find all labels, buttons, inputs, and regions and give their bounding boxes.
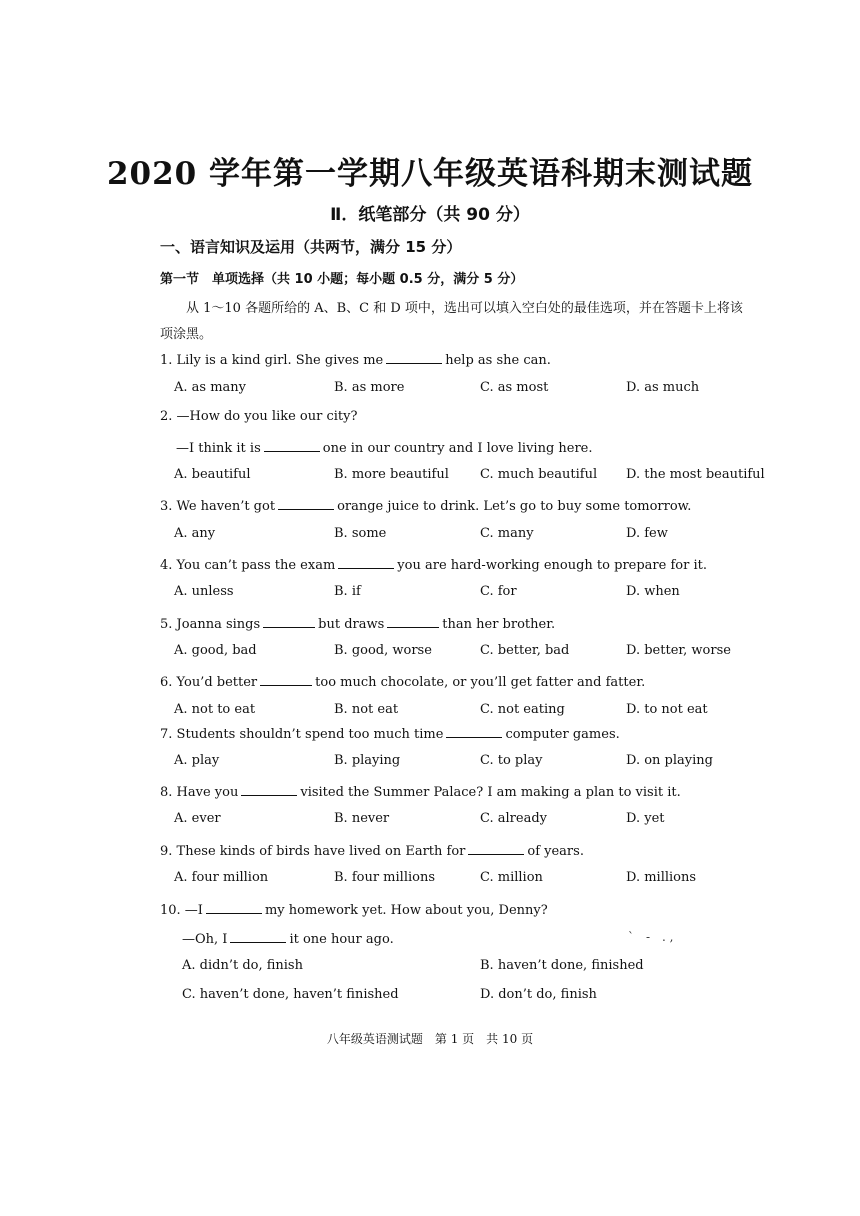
option-c: C. better, bad (480, 643, 570, 658)
option-b: B. good, worse (334, 643, 432, 658)
option-d: D. better, worse (626, 643, 731, 658)
option-d: D. on playing (626, 753, 713, 768)
scan-marks: ˋ - . , (628, 930, 674, 944)
question-text: orange juice to drink. Let’s go to buy some tomorrow. (337, 499, 692, 514)
answer-blank (260, 672, 312, 686)
option-b: B. as more (334, 380, 405, 395)
option-b: B. some (334, 526, 387, 541)
question-text: 5. Joanna sings (160, 617, 261, 632)
question-10-line2 (182, 929, 394, 947)
option-a: A. four million (174, 870, 269, 885)
option-c: C. as most (480, 380, 549, 395)
option-c: C. many (480, 526, 534, 541)
option-d: D. when (626, 584, 680, 599)
option-d: D. few (626, 526, 668, 541)
option-a: A. not to eat (174, 702, 256, 717)
question-text: 7. Students shouldn’t spend too much time (160, 727, 444, 742)
option-a: A. as many (174, 380, 247, 395)
option-c: C. haven’t done, haven’t finished (182, 987, 399, 1002)
answer-blank (338, 555, 394, 569)
question-3 (160, 496, 691, 514)
question-text: computer games. (505, 727, 620, 742)
option-b: B. four millions (334, 870, 436, 885)
option-d: D. as much (626, 380, 700, 395)
question-text: 9. These kinds of birds have lived on Earth for (160, 844, 466, 859)
option-d: D. don’t do, finish (480, 987, 597, 1002)
question-text: help as she can. (445, 353, 551, 368)
option-a: A. play (174, 753, 220, 768)
question-text: than her brother. (442, 617, 556, 632)
question-7 (160, 724, 620, 742)
question-2-line2 (176, 438, 593, 456)
question-9 (160, 841, 584, 859)
option-a: A. ever (174, 811, 221, 826)
question-text: of years. (527, 844, 584, 859)
question-text: —I think it is (176, 441, 261, 456)
option-a: A. good, bad (174, 643, 257, 658)
option-b: B. more beautiful (334, 467, 449, 482)
page-footer: 八年级英语测试题 第 1 页 共 10 页 (326, 1032, 534, 1046)
question-6 (160, 672, 645, 690)
option-d: D. to not eat (626, 702, 708, 717)
question-text: my homework yet. How about you, Denny? (264, 903, 548, 918)
option-c: C. much beautiful (480, 467, 598, 482)
answer-blank (386, 350, 442, 364)
question-text: you are hard-working enough to prepare for it. (397, 558, 707, 573)
option-d: D. the most beautiful (626, 467, 765, 482)
answer-blank (264, 438, 320, 452)
option-a: A. beautiful (174, 467, 251, 482)
answer-blank (230, 929, 286, 943)
question-text: but draws (318, 617, 385, 632)
option-b: B. not eat (334, 702, 399, 717)
question-text: 3. We haven’t got (160, 499, 276, 514)
option-c: C. million (480, 870, 543, 885)
answer-blank (206, 900, 262, 914)
answer-blank (278, 496, 334, 510)
option-b: B. playing (334, 753, 401, 768)
question-text: one in our country and I love living here. (322, 441, 593, 456)
answer-blank (241, 782, 297, 796)
question-2 (160, 409, 357, 424)
question-5 (160, 614, 555, 632)
page-title: 2020 学年第一学期八年级英语科期末测试题 (106, 156, 754, 192)
option-a: A. didn’t do, finish (182, 958, 303, 973)
option-d: D. yet (626, 811, 665, 826)
question-text: 2. —How do you like our city? (160, 409, 358, 424)
option-b: B. haven’t done, finished (480, 958, 644, 973)
section-heading: 一、语言知识及运用（共两节，满分 15 分） (160, 238, 462, 256)
option-a: A. unless (174, 584, 234, 599)
question-text: 6. You’d better (160, 675, 258, 690)
question-4 (160, 555, 707, 573)
option-b: B. if (334, 584, 361, 599)
option-c: C. not eating (480, 702, 565, 717)
question-8 (160, 782, 681, 800)
question-10 (160, 900, 548, 918)
page-subtitle: Ⅱ．纸笔部分（共 90 分） (330, 205, 530, 225)
option-d: D. millions (626, 870, 697, 885)
answer-blank (263, 614, 315, 628)
option-c: C. for (480, 584, 517, 599)
option-b: B. never (334, 811, 390, 826)
question-text: visited the Summer Palace? I am making a plan to visit it. (300, 785, 681, 800)
question-text: 10. —I (160, 903, 203, 918)
question-text: it one hour ago. (289, 932, 394, 947)
question-text: 4. You can’t pass the exam (160, 558, 336, 573)
answer-blank (387, 614, 439, 628)
answer-blank (446, 724, 502, 738)
answer-blank (468, 841, 524, 855)
question-text: 8. Have you (160, 785, 239, 800)
question-text: 1. Lily is a kind girl. She gives me (160, 353, 384, 368)
option-a: A. any (174, 526, 216, 541)
part-heading: 第一节 单项选择（共 10 小题；每小题 0.5 分，满分 5 分） (160, 272, 524, 287)
question-text: too much chocolate, or you’ll get fatter and fatter. (315, 675, 646, 690)
instructions: 从 1～10 各题所给的 A、B、C 和 D 项中，选出可以填入空白处的最佳选项，并在答题卡上将该项涂黑。 (160, 301, 743, 342)
question-1 (160, 350, 551, 368)
question-text: —Oh, I (182, 932, 228, 947)
option-c: C. to play (480, 753, 543, 768)
option-c: C. already (480, 811, 547, 826)
